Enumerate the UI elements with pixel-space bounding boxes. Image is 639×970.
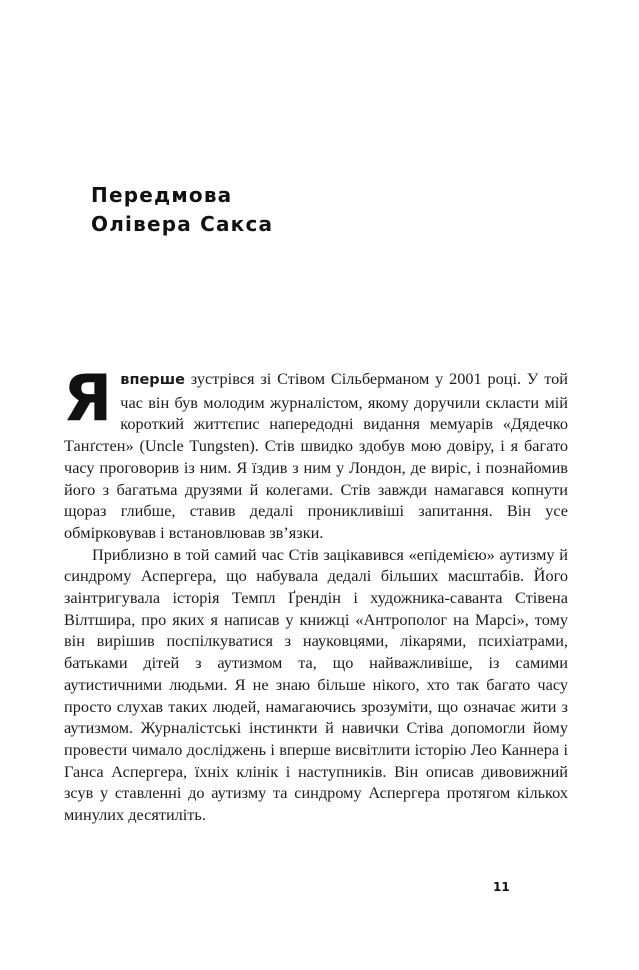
body-text — [63, 362, 568, 826]
paragraph-1 — [63, 362, 568, 544]
heading-line-1: Передмова — [91, 183, 233, 207]
paragraph-1-text: зустрівся зі Стівом Сільберманом у 2001 році. У той час він був молодим журналістом, якому доручили скласти мій короткий життєпис напередодні видання мемуарів «Дядечко Танґстен» (Uncle Tungsten). Стів швидко здобув мою довіру, і я багато часу проговорив із ним. Я їздив з ним у Лондон, де виріс, і познайомив його з багатьма друзями й колегами. Стів завжди намагався копнути щораз глибше, ставив дедалі проникливіші запитання. Він усе обмірковував і встановлював зв’язки. — [64, 369, 568, 542]
page-number: 11 — [493, 880, 510, 894]
drop-cap: Я — [63, 362, 113, 436]
chapter-heading — [91, 181, 273, 239]
heading-line-2: Олівера Сакса — [91, 212, 274, 236]
lead-word: вперше — [120, 372, 185, 388]
paragraph-2: Приблизно в той самий час Стів зацікавився «епідемією» аутизму й синдрому Аспергера, що набувала дедалі більших масштабів. Його заінтригувала історія Темпл Ґрендін і художника-саванта Стівена Вілтшира, про яких я написав у книжці «Антрополог на Марсі», тому він вирішив поспілкуватися з науковцями, лікарями, психіатрами, батьками дітей з аутизмом та, що найважливіше, із самими аутистичними людьми. Я не знаю більше нікого, хто так багато часу просто слухав таких людей, намагаючись зрозуміти, що означає жити з аутизмом. Журналістські інстинкти й навички Стіва допомогли йому провести чимало досліджень і вперше висвітлити історію Лео Каннера і Ганса Аспергера, їхніх клінік і наступників. Він описав дивовижний зсув у ставленні до аутизму та синдрому Аспергера протягом кількох минулих десятиліть. — [64, 544, 568, 825]
